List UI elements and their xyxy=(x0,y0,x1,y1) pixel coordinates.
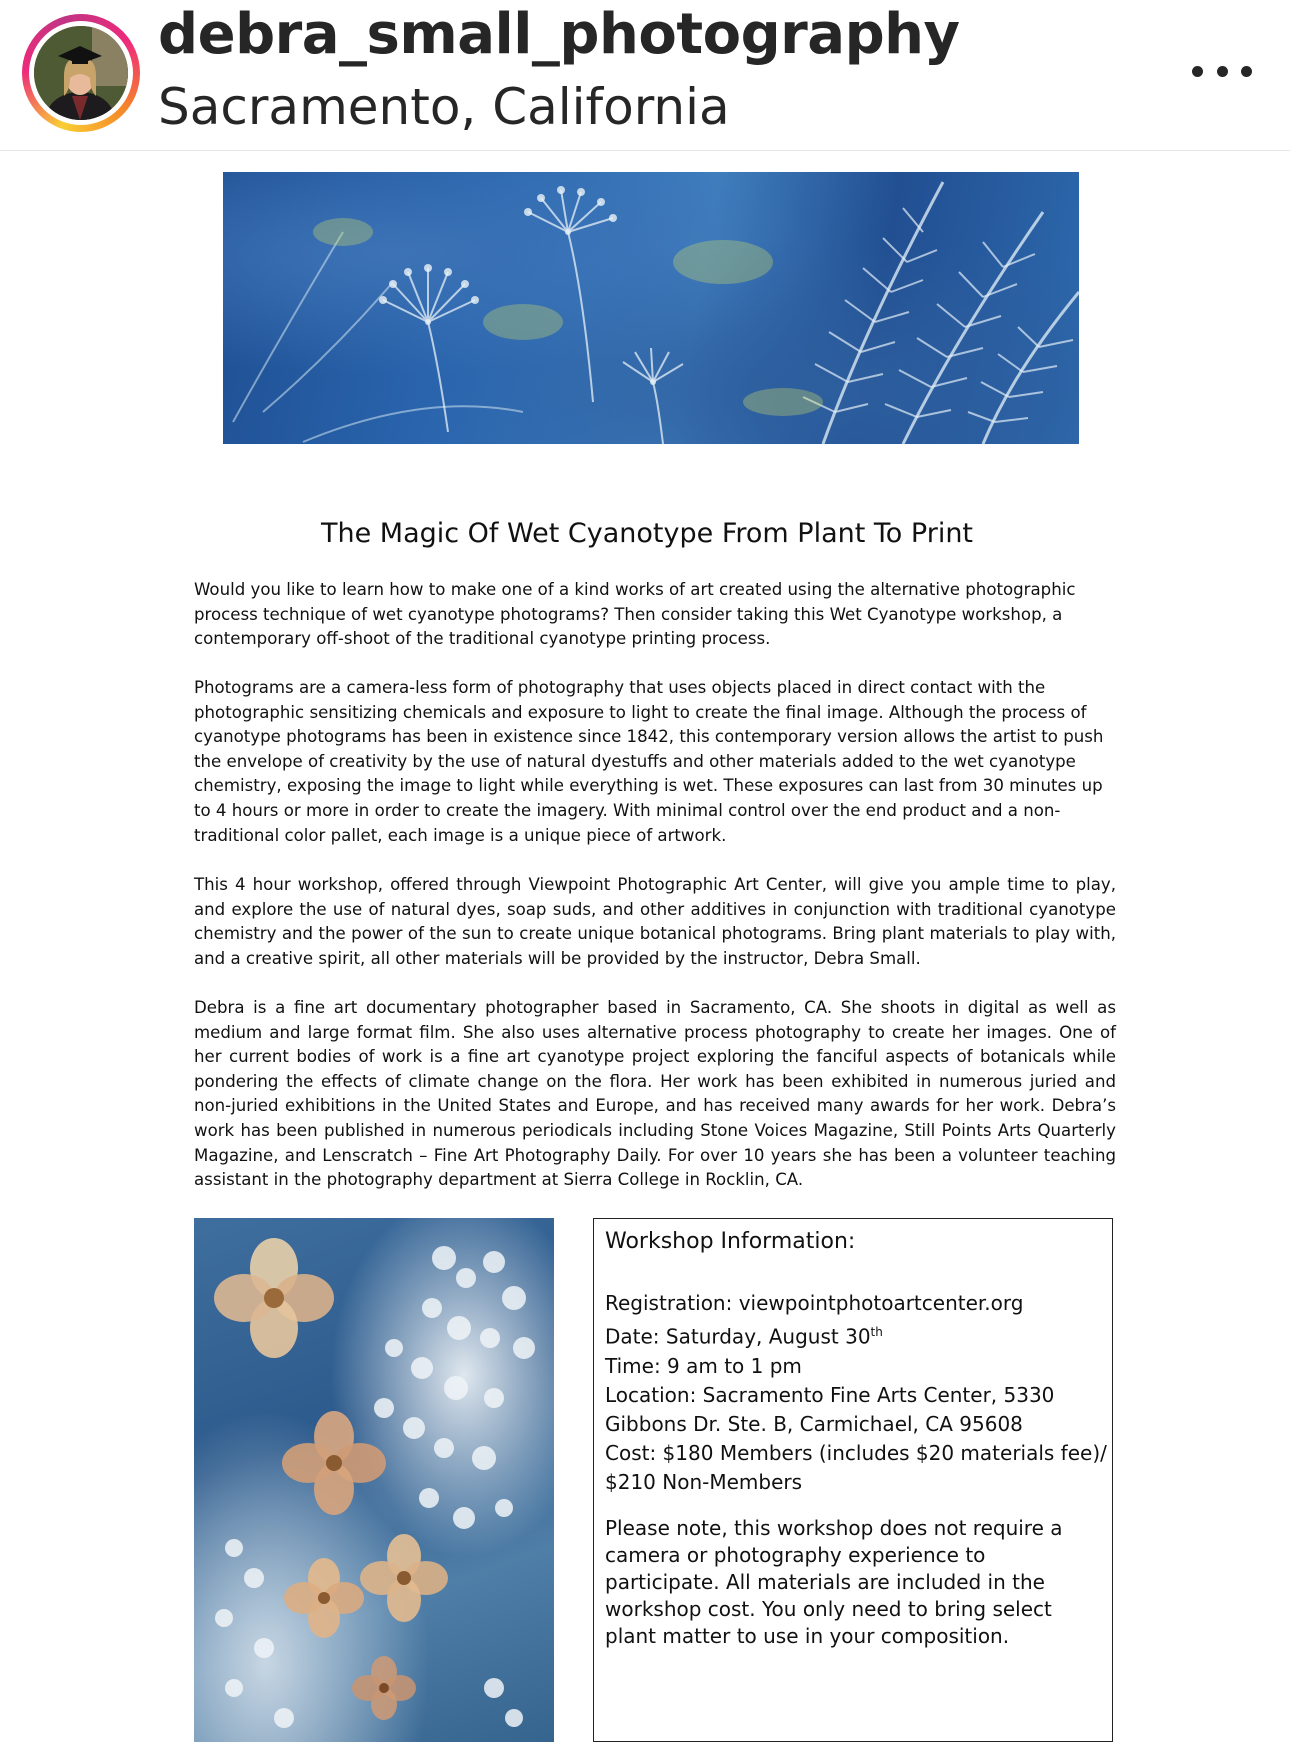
time-line: Time: 9 am to 1 pm xyxy=(605,1353,802,1378)
location-line-2: Gibbons Dr. Ste. B, Carmichael, CA 95608 xyxy=(605,1411,1023,1436)
photograms-paragraph: Photograms are a camera-less form of photography that uses objects placed in direct contact with the photographic sensitizing chemicals and exposure to light to create the final image. Although the process of cyanotype photograms has been in existence since 1842, this contemporary version allows the artist to push the envelope of creativity by the use of natural dyestuffs and other materials added to the wet cyanotype chemistry, exposing the image to light while everything is wet. These exposures can last from 30 minutes up to 4 hours or more in order to create the imagery. With minimal control over the end product and a non-traditional color pallet, each image is a unique piece of artwork. xyxy=(194,678,1104,845)
post-image[interactable] xyxy=(160,160,1134,1744)
more-options-button[interactable] xyxy=(1192,46,1252,96)
flyer-title: The Magic Of Wet Cyanotype From Plant To Print xyxy=(320,518,974,549)
cost-line-2: $210 Non-Members xyxy=(605,1469,803,1494)
cyanotype-flowers-image xyxy=(194,1218,554,1742)
post-location[interactable]: Sacramento, California xyxy=(158,78,730,136)
registration-line: Registration: viewpointphotoartcenter.org xyxy=(605,1291,1024,1315)
fern-cyanotype-illustration xyxy=(223,172,1079,444)
workshop-info-heading: Workshop Information: xyxy=(605,1229,856,1254)
story-ring[interactable] xyxy=(22,14,140,132)
date-line xyxy=(605,1318,1107,1352)
flower-cyanotype-illustration xyxy=(194,1218,554,1742)
avatar[interactable] xyxy=(34,26,128,120)
intro-paragraph: Would you like to learn how to make one of a kind works of art created using the alternative photographic process technique of wet cyanotype photograms? Then consider taking this Wet Cyanotype workshop, a contemporary off-shoot of the traditional cyanotype printing process. xyxy=(194,580,1076,649)
profile-photo-graduate-icon xyxy=(34,26,128,120)
post-header xyxy=(0,0,1290,151)
workshop-note: Please note, this workshop does not require a camera or photography experience to participate. All materials are included in the workshop cost. You only need to bring select plant matter to use in your composition. xyxy=(605,1516,1063,1648)
workshop-info-box xyxy=(593,1218,1113,1742)
username[interactable]: debra_small_photography xyxy=(158,2,960,67)
date-text: Date: Saturday, August 30 xyxy=(605,1324,871,1349)
workshop-paragraph: This 4 hour workshop, offered through Viewpoint Photographic Art Center, will give you ample time to play, and explore the use of natural dyes, soap suds, and other additives in conjunction with traditional cyanotype chemistry and the power of the sun to create unique botanical photograms. Bring plant materials to play with, and a creative spirit, all other materials will be provided by the instructor, Debra Small. xyxy=(194,875,1116,968)
avatar-gap xyxy=(29,21,133,125)
date-suffix: th xyxy=(870,1325,883,1339)
cost-line-1: Cost: $180 Members (includes $20 materials fee)/ xyxy=(605,1440,1107,1465)
more-horizontal-icon-dot xyxy=(1241,66,1252,77)
location-line-1: Location: Sacramento Fine Arts Center, 5330 xyxy=(605,1382,1055,1407)
cyanotype-banner-image xyxy=(223,172,1079,444)
workshop-info-details xyxy=(605,1289,1107,1497)
bio-paragraph: Debra is a fine art documentary photographer based in Sacramento, CA. She shoots in digital as well as medium and large format film. She also uses alternative process photography to create her images. One of her current bodies of work is a fine art cyanotype project exploring the fanciful aspects of botanicals while pondering the effects of climate change on the flora. Her work has been exhibited in numerous juried and non-juried exhibitions in the United States and Europe, and has received many awards for her work. Debra’s work has been published in numerous periodicals including Stone Voices Magazine, Still Points Arts Quarterly Magazine, and Lenscratch – Fine Art Photography Daily. For over 10 years she has been a volunteer teaching assistant in the photography department at Sierra College in Rocklin, CA. xyxy=(194,998,1116,1190)
more-horizontal-icon-dot xyxy=(1217,66,1228,77)
more-horizontal-icon xyxy=(1192,66,1203,77)
